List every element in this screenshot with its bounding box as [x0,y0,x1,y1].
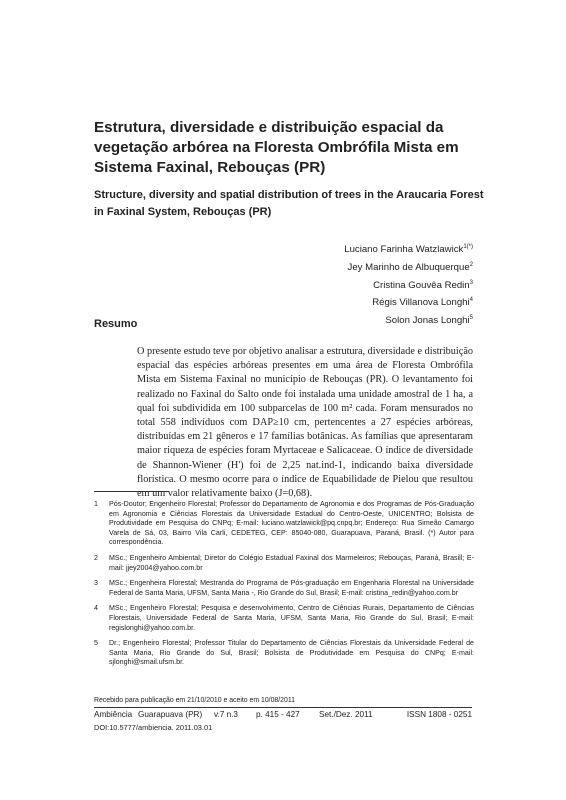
footnote-text: MSc.; Engenheiro Florestal; Pesquisa e desenvolvimento, Centro de Ciências Rurais, Departamento de Ciências Florestais, Universidade Federal de Santa Maria, UFSM, Santa Maria, Rio Grande do Sul, Brasil; E-mail: regislonghi@yahoo.com.br. [109,604,474,632]
author-name: Solon Jonas Longhi [385,315,470,327]
abstract-text: O presente estudo teve por objetivo analisar a estrutura, diversidade e distribuição espacial das espécies arbóreas presentes em uma área de Floresta Ombrófila Mista em Sistema Faxinal no município de Rebouças (PR). O levantamento foi realizado no Faxinal do Salto onde foi instalada uma unidade amostral de 1 ha, a qual foi subdividida em 100 subparcelas de 100 m² cada. Foram mensurados no total 558 indivíduos com DAP≥10 cm, pertencentes a 27 espécies arbóreas, distribuídas em 21 gêneros e 17 famílias botânicas. As famílias que apresentaram maior riqueza de espécies foram Myrtaceae e Salicaceae. O índice de diversidade de Shannon-Wiener (H') foi de 2,25 nat.ind-1, indicando baixa diversidade florística. O mesmo ocorre para o índice de Equabilidade de Pielou que resultou em um valor relativamente baixo (J=0,68). [137,346,473,500]
journal-date: Set./Dez. 2011 [319,710,373,719]
author-name: Luciano Farinha Watzlawick [344,244,464,256]
footnote-number: 2 [94,553,98,562]
footnote-list [94,500,474,674]
article-title: Estrutura, diversidade e distribuição espacial da vegetação arbórea na Floresta Ombrófila Mista em Sistema Faxinal, Rebouças (PR) [94,119,459,176]
footnote-number: 3 [94,579,98,588]
author-item [344,276,473,294]
footnote-number: 1 [94,500,98,508]
author-name: Régis Villanova Longhi [372,297,470,309]
journal-pages: p. 415 - 427 [256,710,300,719]
author-affiliation-mark: 1(*) [463,244,473,250]
footnote-item [94,639,474,668]
author-list [344,240,473,329]
author-item [344,311,473,329]
author-affiliation-mark: 5 [469,315,473,322]
author-name: Cristina Gouvêa Redin [373,279,470,291]
footnote-divider [94,491,169,492]
author-item [344,293,473,311]
journal-issn: ISSN 1808 - 0251 [406,710,472,719]
footnote-number: 4 [94,604,98,613]
footnote-text: Dr.; Engenheiro Florestal; Professor Titular do Departamento de Ciências Florestais da Universidade Federal de Santa Maria, Rio Grande do Sul, Brasil; Bolsista de Produtividade em Pesquisa do CNPq; E-mail: sjlonghi@smail.ufsm.br. [109,639,474,667]
author-affiliation-mark: 3 [469,279,473,286]
doi-line: DOI:10.5777/ambiencia. 2011.03.01 [94,723,213,732]
footnote-item [94,554,474,573]
journal-volume: v.7 n.3 [214,710,238,719]
author-item [344,258,473,276]
received-date-note: Recebido para publicação em 21/10/2010 e aceito em 10/08/2011 [94,697,295,704]
footnote-text: MSc.; Engenheira Florestal; Mestranda do Programa de Pós-graduação em Engenharia Florestal na Universidade Federal de Santa Maria, UFSM, Santa Maria -, Rio Grande do Sul, Brasil; E-mail: cristina_redin@yahoo.com.br [109,579,474,597]
journal-name: Ambiência [94,710,133,719]
abstract-heading: Resumo [94,318,138,330]
author-name: Jey Marinho de Albuquerque [347,261,470,273]
journal-city: Guarapuava (PR) [138,710,203,719]
article-subtitle-english: Structure, diversity and spatial distribution of trees in the Araucaria Forest in Faxinal System, Rebouças (PR) [94,189,484,218]
footnote-text: MSc.; Engenheiro Ambiental; Diretor do Colégio Estadual Faxinal dos Marmeleiros; Rebouças, Paraná, Brasill; E-mail: jjey2004@yahoo.com.br [109,553,474,572]
footnote-text: Pós-Doutor; Engenheiro Florestal; Professor do Departamento de Agronomia e dos Programas de Pós-Graduação em Agronomia e Ciências Florestais da Universidade Estadual do Centro-Oeste, UNICENTRO; Bolsista de Produtividade em Pesquisa do CNPq; E-mail: luciano.watzlawick@pq.cnpq.br; Endereço: Rua Simeão Camargo Varela de Sá, 03, Bairro Vila Carli, CEDETEG, CEP: 85040-080, Guarapuava, Paraná, Brasil. (*) Autor para correspondência. [109,500,474,547]
author-affiliation-mark: 2 [469,261,473,268]
footnote-item [94,604,474,633]
footnote-number: 5 [94,639,98,648]
footnote-item [94,579,474,598]
author-affiliation-mark: 4 [469,297,473,304]
journal-divider [94,707,472,708]
author-item [344,240,473,258]
footnote-item [94,500,474,548]
